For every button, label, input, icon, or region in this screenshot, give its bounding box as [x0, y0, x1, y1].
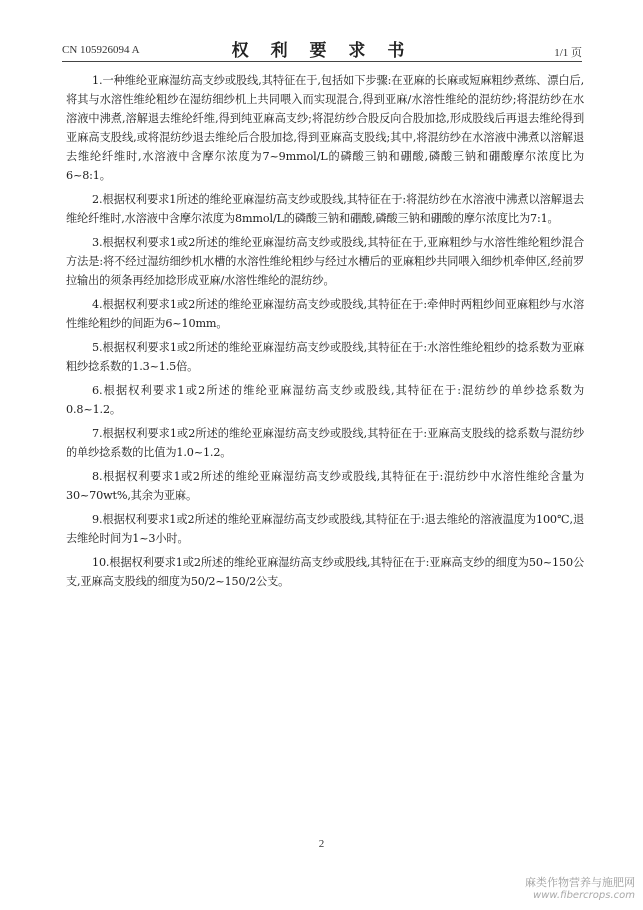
claim-6: 6.根据权利要求1或2所述的维纶亚麻湿纺高支纱或股线,其特征在于:混纺纱的单纱捻系数为0.8~1.2。 — [66, 384, 584, 416]
claim-3: 3.根据权利要求1或2所述的维纶亚麻湿纺高支纱或股线,其特征在于,亚麻粗纱与水溶性维纶粗纱混合方法是:将不经过湿纺细纱机水槽的水溶性维纶粗纱与经过水槽后的亚麻粗纱共同喂入细纱机牵伸区,经前罗拉输出的须条再经加捻形成亚麻/水溶性维纶的混纺纱。 — [66, 236, 584, 287]
watermark — [525, 876, 635, 902]
page-number: 2 — [318, 838, 325, 850]
header-divider — [62, 61, 582, 62]
page-count: 1/1 页 — [554, 47, 582, 59]
claim-8: 8.根据权利要求1或2所述的维纶亚麻湿纺高支纱或股线,其特征在于:混纺纱中水溶性维纶含量为30~70wt%,其余为亚麻。 — [66, 470, 584, 502]
watermark-url: www.fibercrops.com — [533, 890, 635, 901]
claim-9: 9.根据权利要求1或2所述的维纶亚麻湿纺高支纱或股线,其特征在于:退去维纶的溶液温度为100℃,退去维纶时间为1~3小时。 — [66, 513, 584, 545]
page-header — [62, 36, 582, 62]
claim-7: 7.根据权利要求1或2所述的维纶亚麻湿纺高支纱或股线,其特征在于:亚麻高支股线的捻系数与混纺纱的单纱捻系数的比值为1.0~1.2。 — [66, 427, 584, 459]
watermark-site-name: 麻类作物营养与施肥网 — [525, 876, 635, 889]
claim-4: 4.根据权利要求1或2所述的维纶亚麻湿纺高支纱或股线,其特征在于:牵伸时两粗纱间亚麻粗纱与水溶性维纶粗纱的间距为6~10mm。 — [66, 298, 584, 330]
claim-1: 1.一种维纶亚麻湿纺高支纱或股线,其特征在于,包括如下步骤:在亚麻的长麻或短麻粗纱煮练、漂白后,将其与水溶性维纶粗纱在湿纺细纱机上共同喂入而实现混合,得到亚麻/水溶性维纶的混纺纱;将混纺纱在水溶液中沸煮,溶解退去维纶纤维,得到纯亚麻高支纱;将混纺纱合股反向合股加捻,形成股线后再退去维纶得到亚麻高支股线,或将混纺纱退去维纶后合股加捻,得到亚麻高支股线;其中,将混纺纱在水溶液中沸煮以溶解退去维纶纤维时,水溶液中含摩尔浓度为7~9mmol/L的磷酸三钠和硼酸,磷酸三钠和硼酸摩尔浓度比为6~8:1。 — [66, 74, 584, 182]
claims-list — [66, 71, 584, 596]
claim-2: 2.根据权利要求1所述的维纶亚麻湿纺高支纱或股线,其特征在于:将混纺纱在水溶液中沸煮以溶解退去维纶纤维时,水溶液中含摩尔浓度为8mmol/L的磷酸三钠和硼酸,磷酸三钠和硼酸的摩尔浓度比为7:1。 — [66, 193, 584, 225]
publication-number: CN 105926094 A — [62, 44, 140, 56]
claim-5: 5.根据权利要求1或2所述的维纶亚麻湿纺高支纱或股线,其特征在于:水溶性维纶粗纱的捻系数为亚麻粗纱捻系数的1.3~1.5倍。 — [66, 341, 584, 373]
claim-10: 10.根据权利要求1或2所述的维纶亚麻湿纺高支纱或股线,其特征在于:亚麻高支纱的细度为50~150公支,亚麻高支股线的细度为50/2~150/2公支。 — [66, 556, 584, 588]
document-title: 权 利 要 求 书 — [231, 41, 413, 61]
